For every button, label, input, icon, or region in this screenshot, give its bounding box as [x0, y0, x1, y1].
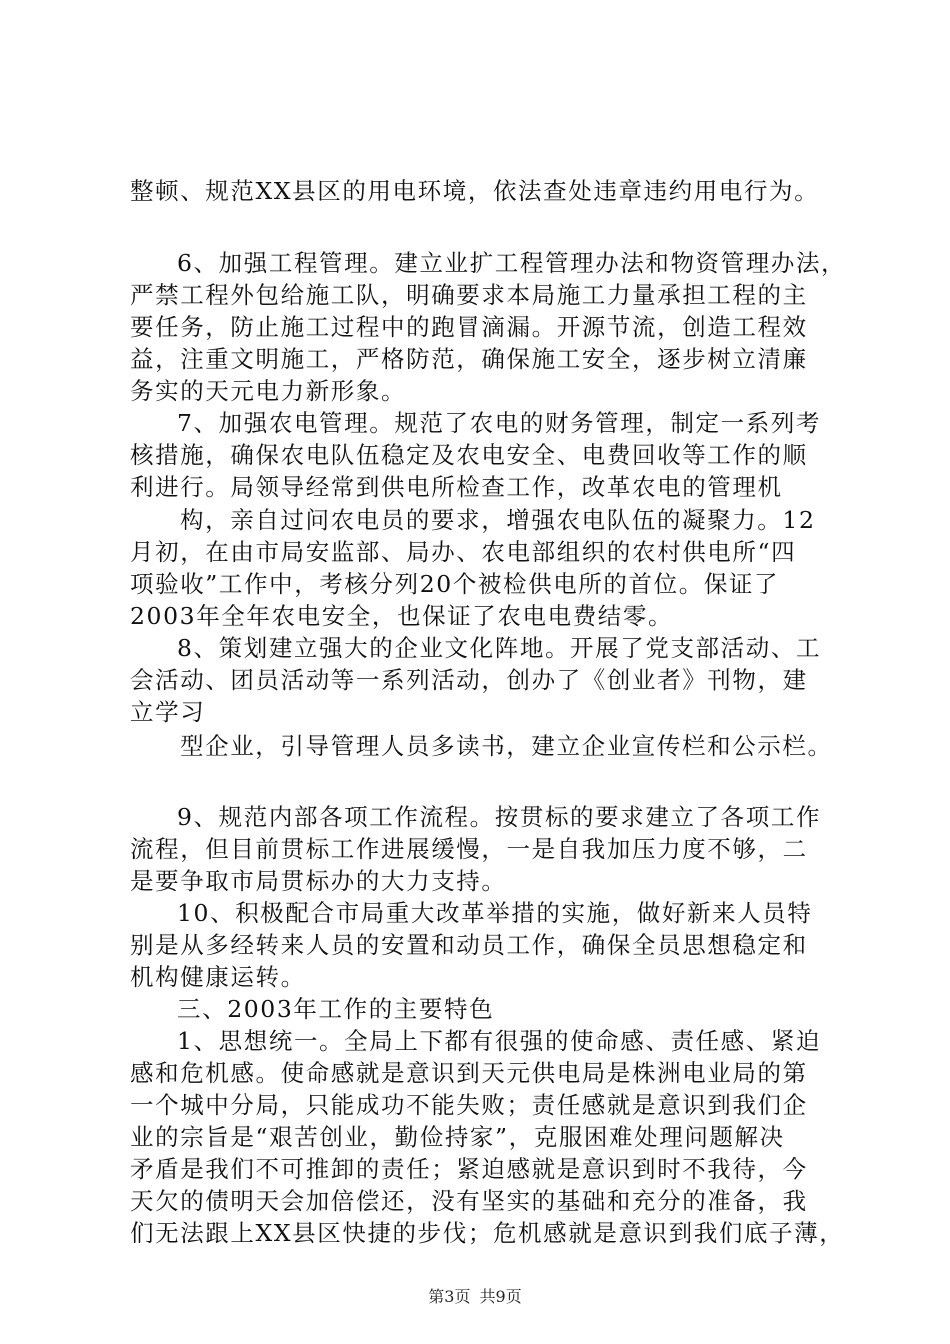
text-line: 流程，但目前贯标工作进展缓慢，一是自我加压力度不够，二	[130, 835, 808, 863]
text-line: 构，亲自过问农电员的要求，增强农电队伍的凝聚力。12	[180, 506, 816, 534]
text-line: 1、思想统一。全局上下都有很强的使命感、责任感、紧迫	[177, 1027, 822, 1055]
page-number: 第3页	[428, 1287, 471, 1306]
text-line: 一个城中分局，只能成功不能失败；责任感就是意识到我们企	[130, 1091, 808, 1119]
page-total: 共9页	[479, 1287, 522, 1306]
text-line: 6、加强工程管理。建立业扩工程管理办法和物资管理办法，	[177, 249, 847, 277]
text-line: 是要争取市局贯标办的大力支持。	[130, 867, 507, 895]
section-heading: 三、2003年工作的主要特色	[177, 995, 495, 1023]
text-line: 立学习	[130, 698, 206, 726]
text-line: 天欠的债明天会加倍偿还，没有坚实的基础和充分的准备，我	[130, 1187, 808, 1215]
text-line: 利进行。局领导经常到供电所检查工作，改革农电的管理机	[130, 473, 783, 501]
text-line: 机构健康运转。	[130, 963, 306, 991]
text-line: 型企业，引导管理人员多读书，建立企业宣传栏和公示栏。	[180, 732, 833, 760]
text-line: 10、积极配合市局重大改革举措的实施，做好新来人员特	[177, 899, 813, 927]
text-line: 整顿、规范XX县区的用电环境，依法查处违章违约用电行为。	[130, 177, 820, 205]
text-line: 7、加强农电管理。规范了农电的财务管理，制定一系列考	[177, 409, 822, 437]
text-line: 8、策划建立强大的企业文化阵地。开展了党支部活动、工	[177, 634, 822, 662]
text-line: 2003年全年农电安全，也保证了农电电费结零。	[130, 602, 674, 630]
text-line: 要任务，防止施工过程中的跑冒滴漏。开源节流，创造工程效	[130, 313, 808, 341]
text-line: 业的宗旨是“艰苦创业，勤俭持家”，克服困难处理问题解决	[130, 1123, 785, 1151]
text-line: 别是从多经转来人员的安置和动员工作，确保全员思想稳定和	[130, 931, 808, 959]
text-line: 项验收”工作中，考核分列20个被检供电所的首位。保证了	[130, 570, 780, 598]
text-line: 们无法跟上XX县区快捷的步伐；危机感就是意识到我们底子薄，	[130, 1219, 845, 1247]
text-line: 月初，在由市局安监部、局办、农电部组织的农村供电所“四	[130, 538, 797, 566]
text-line: 会活动、团员活动等一系列活动，创办了《创业者》刊物，建	[130, 666, 808, 694]
text-line: 9、规范内部各项工作流程。按贯标的要求建立了各项工作	[177, 803, 822, 831]
text-line: 核措施，确保农电队伍稳定及农电安全、电费回收等工作的顺	[130, 441, 808, 469]
page-footer	[0, 1287, 950, 1307]
text-line: 矛盾是我们不可推卸的责任；紧迫感就是意识到时不我待，今	[130, 1155, 808, 1183]
text-line: 严禁工程外包给施工队，明确要求本局施工力量承担工程的主	[130, 281, 808, 309]
text-line: 益，注重文明施工，严格防范，确保施工安全，逐步树立清廉	[130, 345, 808, 373]
text-line: 感和危机感。使命感就是意识到天元供电局是株洲电业局的第	[130, 1059, 808, 1087]
text-line: 务实的天元电力新形象。	[130, 377, 407, 405]
